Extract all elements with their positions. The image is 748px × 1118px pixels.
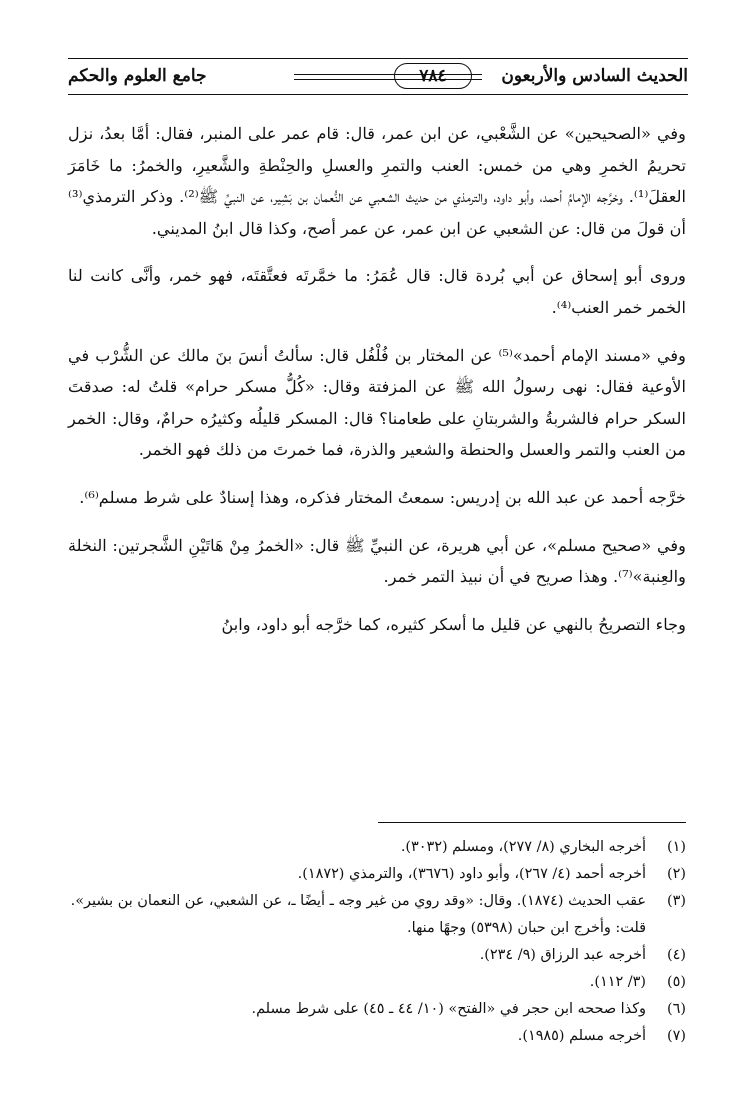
footnote-separator: [378, 822, 686, 823]
paragraph: وفي «الصحيحين» عن الشَّعْبي، عن ابن عمر، قال: قام عمر على المنبر، فقال: أمَّا بعدُ، نزل تحريمُ الخمرِ وهي من خمس: العنب والتمرِ والعسلِ والحِنْطةِ والشَّعيرِ، والخمرُ: ما خَامَرَ العقلَ⁽¹⁾. وخرَّجه الإمامُ أحمد، وأبو داود، والترمذي من حديث الشعبي عن النُّعمان بن بَشِير، عن النبيِّ ﷺ⁽²⁾. وذكر الترمذي⁽³⁾ أن قولَ من قال: عن الشعبي عن ابن عمر، عن عمر أصح، وكذا قال ابنُ المديني.: [68, 124, 687, 238]
footnote-text: (٣/ ١١٢).: [589, 974, 646, 990]
footnote: [68, 888, 686, 915]
page-number: ٧٨٤: [394, 63, 472, 89]
running-header: [68, 58, 688, 98]
paragraph: وفي «صحيح مسلم»، عن أبي هريرة، عن النبيِّ ﷺ قال: «الخمرُ مِنْ هَاتَيْنِ الشَّجرتين: النخلة والعِنبة»⁽⁷⁾. وهذا صريح في أن نبيذ التمر خمر.: [68, 535, 686, 587]
header-double-rule-left: [294, 74, 394, 80]
footnote-number: (٥): [667, 974, 686, 990]
footnote: [68, 1023, 686, 1050]
footnote-text: أخرجه أحمد (٤/ ٢٦٧)، وأبو داود (٣٦٧٦)، والترمذي (١٨٧٢).: [297, 866, 646, 882]
footnote: [68, 996, 686, 1023]
footnote-number: (٦): [667, 1001, 686, 1017]
footnote-number: (٣): [667, 893, 686, 909]
footnote: [68, 834, 686, 861]
footnote-text: وكذا صححه ابن حجر في «الفتح» (١٠/ ٤٤ ـ ٤٥) على شرط مسلم.: [251, 1001, 646, 1017]
footnote-number: (٢): [667, 866, 686, 882]
footnote-text: أخرجه مسلم (١٩٨٥).: [517, 1028, 646, 1044]
footnote-continuation: قلت: وأخرج ابن حبان (٥٣٩٨) وجهًا منها.: [407, 920, 646, 936]
header-bottom-rule: [68, 94, 688, 95]
footnote: [68, 861, 686, 888]
footnote-number: (١): [667, 839, 686, 855]
paragraph: وجاء التصريحُ بالنهي عن قليل ما أسكر كثيره، كما خرَّجه أبو داود، وابنُ: [221, 614, 686, 634]
footnote-number: (٧): [667, 1028, 686, 1044]
footnotes: [68, 834, 686, 1050]
footnote-text: أخرجه البخاري (٨/ ٢٧٧)، ومسلم (٣٠٣٢).: [400, 839, 646, 855]
footnote: [68, 969, 686, 996]
paragraph: خرَّجه أحمد عن عبد الله بن إدريس: سمعتُ المختار فذكره، وهذا إسنادٌ على شرط مسلم⁽⁶⁾.: [79, 487, 686, 507]
footnote: [68, 942, 686, 969]
chapter-title: الحديث السادس والأربعون: [501, 66, 688, 86]
footnote-number: (٤): [667, 947, 686, 963]
main-text: [68, 118, 686, 656]
book-title: جامع العلوم والحكم: [68, 66, 207, 86]
paragraph: وفي «مسند الإمام أحمد»⁽⁵⁾ عن المختار بن فُلْفُل قال: سألتُ أنسَ بنَ مالك عن الشُّرْب في الأوعية فقال: نهى رسولُ الله ﷺ عن المزفتة وقال: «كُلُّ مسكر حرام» قلتُ له: صدقتَ السكر حرام فالشربةُ والشربتانِ على طعامنا؟ قال: المسكر قليلُه وكثيرُه حرامٌ، وقال: الخمر من العنب والتمر والعسل والحنطة والشعير والذرة، فما خمرتَ من ذلك فهو الخمر.: [68, 345, 686, 460]
footnote-text: أخرجه عبد الرزاق (٩/ ٢٣٤).: [479, 947, 646, 963]
footnote-text: عقب الحديث (١٨٧٤). وقال: «وقد روي من غير وجه ـ أيضًا ـ، عن الشعبي، عن النعمان بن بشير».: [70, 893, 646, 909]
header-top-rule: [68, 58, 688, 59]
paragraph: وروى أبو إسحاق عن أبي بُردة قال: قال عُمَرُ: ما خمَّرتَه فعتَّقتَه، فهو خمر، وأنَّى كانت لنا الخمر خمر العنب⁽⁴⁾.: [68, 266, 686, 317]
